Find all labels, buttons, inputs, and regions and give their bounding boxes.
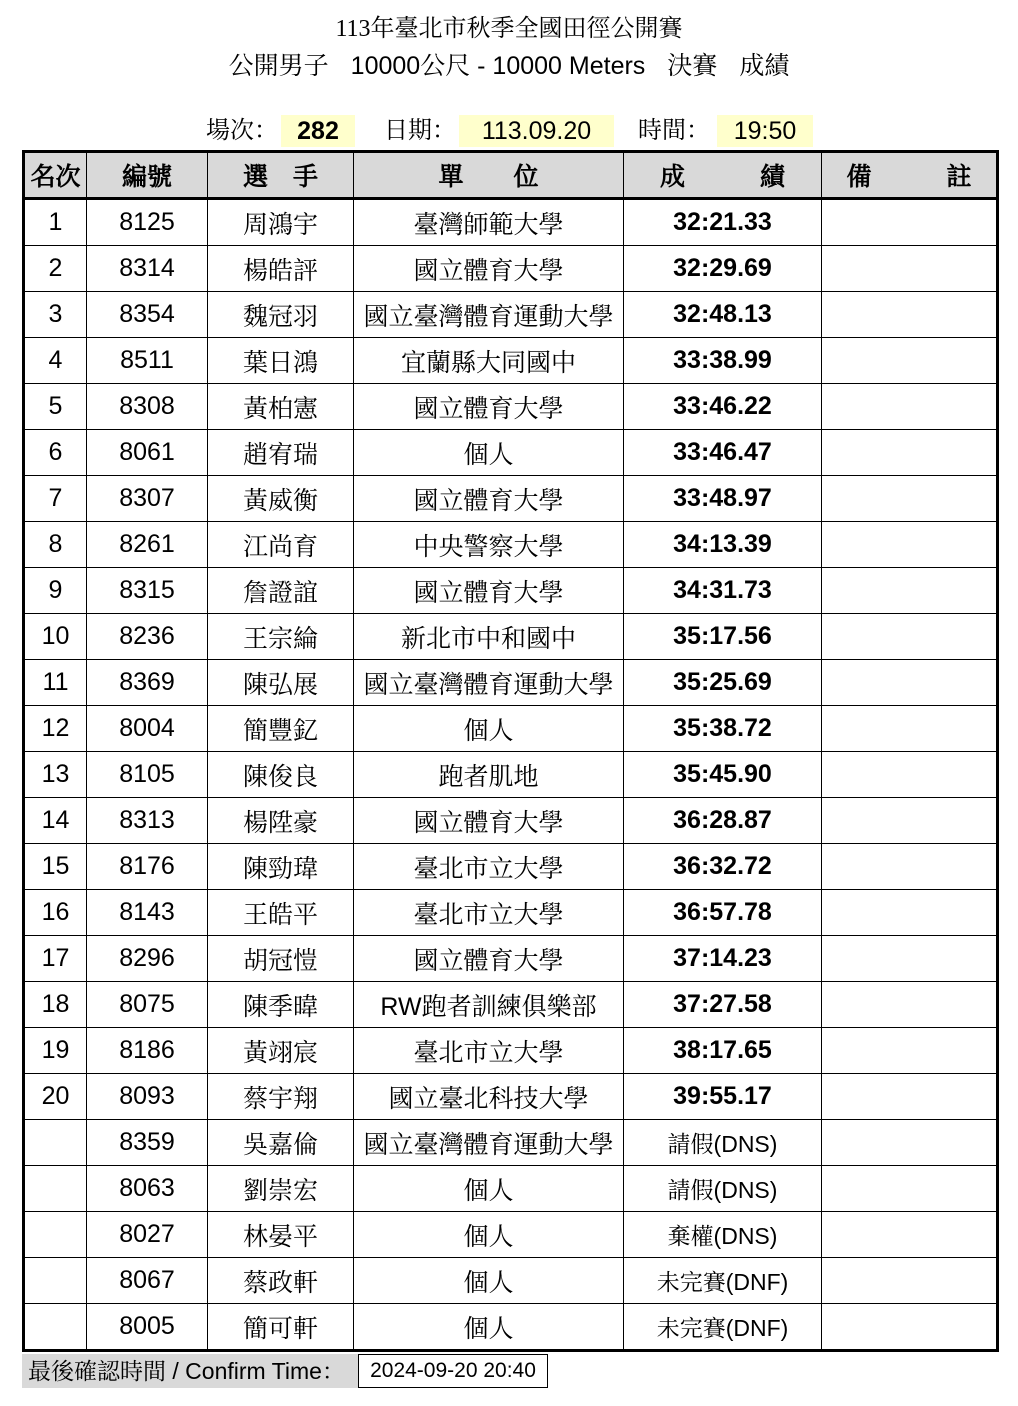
table-row [24, 706, 998, 752]
rank-cell: 15 [24, 844, 87, 890]
athlete-name-cell: 黃柏憲 [208, 384, 354, 430]
heat-info-row [0, 115, 1018, 149]
table-row [24, 660, 998, 706]
rank-cell: 1 [24, 199, 87, 246]
table-row [24, 1304, 998, 1351]
bib-cell: 8004 [87, 706, 208, 752]
rank-cell: 4 [24, 338, 87, 384]
note-cell [822, 844, 998, 890]
heat-value: 282 [281, 115, 355, 147]
result-cell: 33:46.47 [624, 430, 822, 476]
athlete-name-cell: 陳弘展 [208, 660, 354, 706]
unit-cell: 國立臺灣體育運動大學 [354, 1120, 624, 1166]
bib-cell: 8176 [87, 844, 208, 890]
bib-cell: 8261 [87, 522, 208, 568]
col-rank-header: 名次 [24, 152, 87, 199]
athlete-name-cell: 江尚育 [208, 522, 354, 568]
bib-cell: 8067 [87, 1258, 208, 1304]
bib-cell: 8093 [87, 1074, 208, 1120]
rank-cell: 11 [24, 660, 87, 706]
athlete-name-cell: 簡豐釔 [208, 706, 354, 752]
note-cell [822, 1120, 998, 1166]
athlete-name-cell: 楊皓評 [208, 246, 354, 292]
rank-cell: 12 [24, 706, 87, 752]
rank-cell: 10 [24, 614, 87, 660]
note-cell [822, 1212, 998, 1258]
unit-cell: 臺灣師範大學 [354, 199, 624, 246]
table-row [24, 384, 998, 430]
unit-cell: 個人 [354, 1304, 624, 1351]
bib-cell: 8308 [87, 384, 208, 430]
note-cell [822, 706, 998, 752]
rank-cell [24, 1304, 87, 1351]
unit-cell: 國立體育大學 [354, 384, 624, 430]
bib-cell: 8005 [87, 1304, 208, 1351]
athlete-name-cell: 王宗綸 [208, 614, 354, 660]
unit-cell: 個人 [354, 1166, 624, 1212]
time-label: 時間： [638, 117, 710, 144]
result-cell: 未完賽(DNF) [624, 1258, 822, 1304]
result-cell: 36:28.87 [624, 798, 822, 844]
rank-cell: 8 [24, 522, 87, 568]
rank-cell: 14 [24, 798, 87, 844]
bib-cell: 8314 [87, 246, 208, 292]
result-cell: 37:14.23 [624, 936, 822, 982]
bib-cell: 8105 [87, 752, 208, 798]
note-cell [822, 1166, 998, 1212]
unit-cell: 臺北市立大學 [354, 844, 624, 890]
note-cell [822, 1028, 998, 1074]
result-cell: 請假(DNS) [624, 1166, 822, 1212]
table-row [24, 476, 998, 522]
result-cell: 35:45.90 [624, 752, 822, 798]
event-subtitle [0, 50, 1018, 82]
unit-cell: 國立體育大學 [354, 936, 624, 982]
note-cell [822, 430, 998, 476]
note-cell [822, 936, 998, 982]
col-result-header: 成 績 [624, 152, 822, 199]
result-cell: 33:46.22 [624, 384, 822, 430]
bib-cell: 8125 [87, 199, 208, 246]
result-cell: 35:25.69 [624, 660, 822, 706]
result-cell: 32:29.69 [624, 246, 822, 292]
note-cell [822, 246, 998, 292]
bib-cell: 8075 [87, 982, 208, 1028]
rank-cell: 18 [24, 982, 87, 1028]
rank-cell: 17 [24, 936, 87, 982]
bib-cell: 8315 [87, 568, 208, 614]
rank-cell: 2 [24, 246, 87, 292]
unit-cell: 中央警察大學 [354, 522, 624, 568]
unit-cell: 個人 [354, 430, 624, 476]
unit-cell: 個人 [354, 1212, 624, 1258]
result-cell: 棄權(DNS) [624, 1212, 822, 1258]
result-cell: 34:31.73 [624, 568, 822, 614]
bib-cell: 8143 [87, 890, 208, 936]
athlete-name-cell: 陳勁瑋 [208, 844, 354, 890]
date-value: 113.09.20 [459, 115, 614, 147]
athlete-name-cell: 簡可軒 [208, 1304, 354, 1351]
result-cell: 32:48.13 [624, 292, 822, 338]
bib-cell: 8063 [87, 1166, 208, 1212]
table-row [24, 246, 998, 292]
athlete-name-cell: 詹證誼 [208, 568, 354, 614]
rank-cell: 19 [24, 1028, 87, 1074]
table-row [24, 430, 998, 476]
bib-cell: 8313 [87, 798, 208, 844]
note-cell [822, 1258, 998, 1304]
table-row [24, 522, 998, 568]
unit-cell: 國立臺北科技大學 [354, 1074, 624, 1120]
table-row [24, 936, 998, 982]
rank-cell: 3 [24, 292, 87, 338]
result-cell: 36:57.78 [624, 890, 822, 936]
heat-label: 場次： [206, 117, 278, 144]
unit-cell: 國立臺灣體育運動大學 [354, 292, 624, 338]
bib-cell: 8186 [87, 1028, 208, 1074]
unit-cell: 臺北市立大學 [354, 1028, 624, 1074]
table-row [24, 1212, 998, 1258]
rank-cell [24, 1120, 87, 1166]
competition-title: 113年臺北市秋季全國田徑公開賽 [335, 16, 683, 42]
bib-cell: 8511 [87, 338, 208, 384]
rank-cell: 5 [24, 384, 87, 430]
unit-cell: 國立體育大學 [354, 246, 624, 292]
result-cell: 36:32.72 [624, 844, 822, 890]
unit-cell: 國立體育大學 [354, 476, 624, 522]
note-cell [822, 199, 998, 246]
bib-cell: 8027 [87, 1212, 208, 1258]
bib-cell: 8359 [87, 1120, 208, 1166]
rank-cell: 16 [24, 890, 87, 936]
division-label: 公開男子 [228, 52, 329, 80]
rank-cell [24, 1258, 87, 1304]
col-note-header: 備 註 [822, 152, 998, 199]
athlete-name-cell: 蔡宇翔 [208, 1074, 354, 1120]
confirm-time-value: 2024-09-20 20:40 [358, 1354, 548, 1388]
note-cell [822, 660, 998, 706]
confirm-time-label: 最後確認時間 / Confirm Time： [22, 1354, 358, 1388]
bib-cell: 8354 [87, 292, 208, 338]
table-row [24, 614, 998, 660]
table-row [24, 1074, 998, 1120]
rank-cell: 7 [24, 476, 87, 522]
rank-cell [24, 1212, 87, 1258]
results-table [22, 150, 999, 1352]
note-cell [822, 798, 998, 844]
note-cell [822, 982, 998, 1028]
result-cell: 33:48.97 [624, 476, 822, 522]
round-label: 決賽 [667, 52, 718, 80]
unit-cell: 國立臺灣體育運動大學 [354, 660, 624, 706]
unit-cell: 個人 [354, 706, 624, 752]
athlete-name-cell: 楊陞豪 [208, 798, 354, 844]
athlete-name-cell: 吳嘉倫 [208, 1120, 354, 1166]
bib-cell: 8307 [87, 476, 208, 522]
rank-cell: 6 [24, 430, 87, 476]
table-row [24, 292, 998, 338]
note-cell [822, 338, 998, 384]
note-cell [822, 568, 998, 614]
rank-cell [24, 1166, 87, 1212]
athlete-name-cell: 陳俊良 [208, 752, 354, 798]
note-cell [822, 752, 998, 798]
unit-cell: 新北市中和國中 [354, 614, 624, 660]
result-cell: 37:27.58 [624, 982, 822, 1028]
note-cell [822, 522, 998, 568]
athlete-name-cell: 林晏平 [208, 1212, 354, 1258]
unit-cell: 臺北市立大學 [354, 890, 624, 936]
result-cell: 34:13.39 [624, 522, 822, 568]
note-cell [822, 614, 998, 660]
time-value: 19:50 [717, 115, 813, 147]
athlete-name-cell: 魏冠羽 [208, 292, 354, 338]
result-cell: 35:17.56 [624, 614, 822, 660]
bib-cell: 8296 [87, 936, 208, 982]
athlete-name-cell: 趙宥瑞 [208, 430, 354, 476]
table-row [24, 844, 998, 890]
bib-cell: 8061 [87, 430, 208, 476]
result-cell: 39:55.17 [624, 1074, 822, 1120]
result-cell: 35:38.72 [624, 706, 822, 752]
rank-cell: 9 [24, 568, 87, 614]
table-row [24, 1166, 998, 1212]
col-bib-header: 編號 [87, 152, 208, 199]
table-row [24, 752, 998, 798]
athlete-name-cell: 陳季暐 [208, 982, 354, 1028]
unit-cell: 宜蘭縣大同國中 [354, 338, 624, 384]
rank-cell: 20 [24, 1074, 87, 1120]
unit-cell: RW跑者訓練俱樂部 [354, 982, 624, 1028]
note-cell [822, 476, 998, 522]
athlete-name-cell: 蔡政軒 [208, 1258, 354, 1304]
result-cell: 請假(DNS) [624, 1120, 822, 1166]
date-label: 日期： [384, 117, 456, 144]
table-row [24, 1028, 998, 1074]
athlete-name-cell: 黃翊宸 [208, 1028, 354, 1074]
note-cell [822, 890, 998, 936]
col-athlete-header: 選 手 [208, 152, 354, 199]
note-cell [822, 384, 998, 430]
unit-cell: 國立體育大學 [354, 568, 624, 614]
athlete-name-cell: 黃威衡 [208, 476, 354, 522]
note-cell [822, 1074, 998, 1120]
table-row [24, 1120, 998, 1166]
table-row [24, 890, 998, 936]
unit-cell: 跑者肌地 [354, 752, 624, 798]
athlete-name-cell: 周鴻宇 [208, 199, 354, 246]
athlete-name-cell: 劉崇宏 [208, 1166, 354, 1212]
bib-cell: 8236 [87, 614, 208, 660]
table-row [24, 338, 998, 384]
result-cell: 32:21.33 [624, 199, 822, 246]
note-cell [822, 292, 998, 338]
note-cell [822, 1304, 998, 1351]
result-cell: 38:17.65 [624, 1028, 822, 1074]
unit-cell: 個人 [354, 1258, 624, 1304]
athlete-name-cell: 葉日鴻 [208, 338, 354, 384]
table-header-row [24, 152, 998, 199]
table-row [24, 568, 998, 614]
col-unit-header: 單 位 [354, 152, 624, 199]
results-body [24, 199, 998, 1351]
unit-cell: 國立體育大學 [354, 798, 624, 844]
bib-cell: 8369 [87, 660, 208, 706]
table-row [24, 1258, 998, 1304]
table-row [24, 982, 998, 1028]
table-row [24, 798, 998, 844]
event-zh-label: 10000公尺 [350, 52, 471, 80]
athlete-name-cell: 王皓平 [208, 890, 354, 936]
event-en-label: - 10000 Meters [477, 52, 646, 80]
result-word-label: 成績 [739, 52, 790, 80]
athlete-name-cell: 胡冠愷 [208, 936, 354, 982]
result-cell: 未完賽(DNF) [624, 1304, 822, 1351]
table-row [24, 199, 998, 246]
rank-cell: 13 [24, 752, 87, 798]
result-cell: 33:38.99 [624, 338, 822, 384]
